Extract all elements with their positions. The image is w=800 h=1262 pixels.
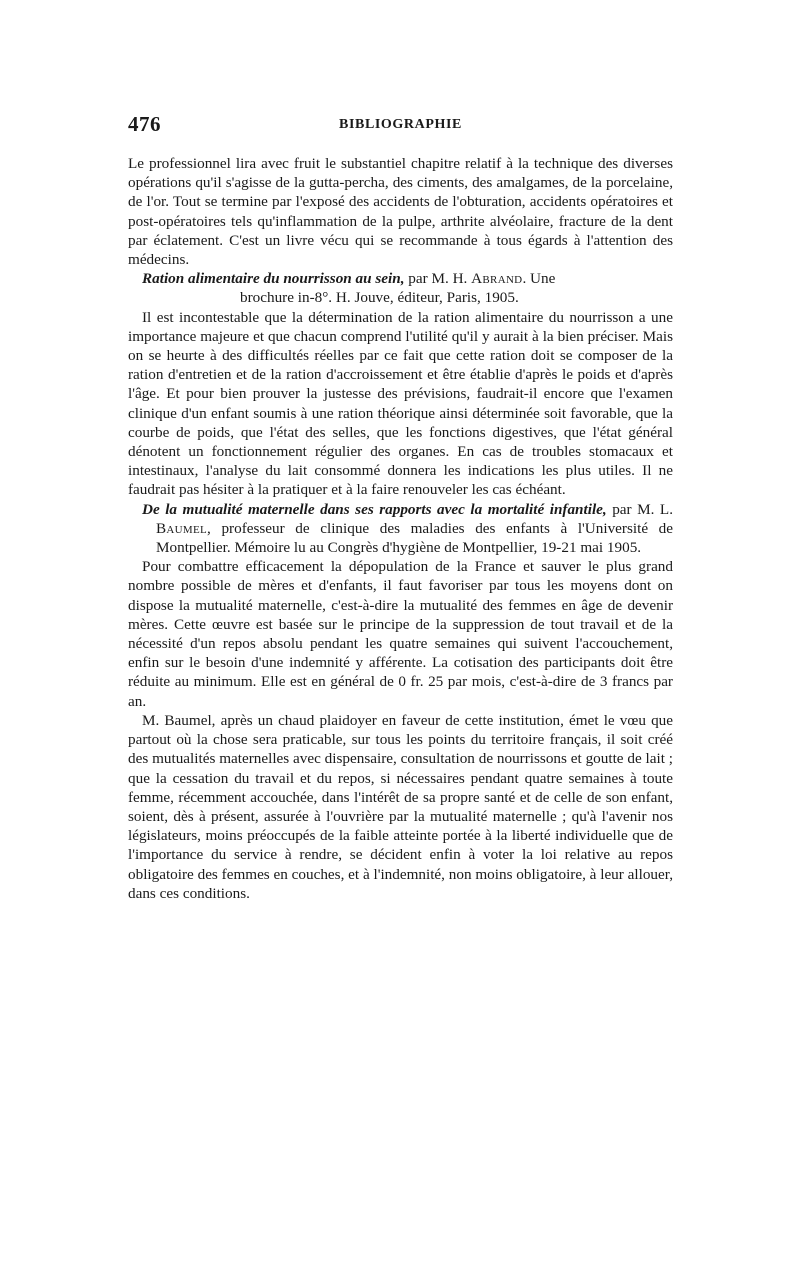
page-body — [128, 154, 673, 903]
paragraph-mutualite: Pour combattre efficacement la dépopulation de la France et sauver le plus grand nombre possible de mères et d'enfants, il faut favoriser par tous les moyens dont on dispose la mutualité maternelle, c'est-à-dire la mutualité des femmes en âge de devenir mères. Cette œuvre est basée sur le principe de la suppression de tout travail et de la nécessité d'un repos absolu pendant les quatre semaines qui suivent l'accouchement, enfin sur le besoin d'une indemnité y afférente. La cotisation des participants doit être réduite au minimum. Elle est en général de 0 fr. 25 par mois, c'est-à-dire de 3 francs par an. — [128, 558, 673, 710]
entry-by: par M. H. — [404, 270, 472, 288]
entry-by: par M. L. — [606, 500, 673, 518]
entry-author: Abrand — [471, 270, 523, 288]
page-number: 476 — [128, 112, 161, 136]
entry-description: , professeur de clinique des maladies des enfants à l'Université de Montpellier. Mémoire lu au Congrès d'hygiène de Montpellier, 19-21 mai 1905. — [156, 519, 673, 557]
paragraph-professionnel: Le professionnel lira avec fruit le substantiel chapitre relatif à la technique des diverses opérations qu'il s'agisse de la gutta-percha, des ciments, des amalgames, de la porcelaine, de l'or. Tout se termine par l'exposé des accidents de l'obturation, accidents opératoires et post-opératoires tels qu'inflammation de la pulpe, arthrite alvéolaire, fracture de la dent par éclatement. C'est un livre vécu qui se recommande à tous égards à l'attention des médecins. — [128, 155, 673, 269]
entry-title: De la mutualité maternelle dans ses rapports avec la mortalité infantile, — [142, 500, 607, 518]
bibliography-entry-ration — [128, 269, 673, 307]
page-header — [128, 112, 673, 142]
bibliography-entry-mutualite — [142, 500, 673, 558]
entry-title: Ration alimentaire du nourrisson au sein, — [142, 270, 405, 288]
paragraph-ration: Il est incontestable que la détermination de la ration alimentaire du nourrisson a une importance majeure et que chacun comprend l'utilité qu'il y aurait à la bien préciser. Mais on se heurte à des difficultés réelles par ce fait que cette ration doit se composer de la ration d'entretien et de la ration d'accroissement et être établie d'après le poids et d'après l'âge. Et pour bien prouver la justesse des prévisions, faudrait-il encore que l'examen clinique d'un enfant soumis à une ration théorique ainsi déterminée soit favorable, que la courbe de poids, que l'état des selles, que les fonctions digestives, que l'état général dénotent un fonctionnement régulier des organes. En cas de troubles stomacaux et intestinaux, l'analyse du lait consommé donnera les indications les plus utiles. Il ne faudrait pas hésiter à la pratiquer et à la faire renouveler les cas échéant. — [128, 308, 673, 499]
running-head: BIBLIOGRAPHIE — [339, 117, 462, 132]
entry-author: Baumel — [156, 519, 208, 537]
entry-publication: brochure in-8°. H. Jouve, éditeur, Paris, 1905. — [240, 289, 519, 307]
entry-line1-tail: . Une — [522, 270, 556, 288]
paragraph-baumel: M. Baumel, après un chaud plaidoyer en faveur de cette institution, émet le vœu que partout où la chose sera praticable, sur tous les points du territoire français, il soit créé des mutualités maternelles avec dispensaire, consultation de nourrissons et goutte de lait ; que la cessation du travail et du repos, si nécessaires pendant quatre semaines à toute femme, récemment accouchée, dans l'intérêt de sa propre santé et de celle de son enfant, soient, dès à présent, assurée à l'ouvrière par la mutualité maternelle ; qu'à l'avenir nos législateurs, moins préoccupés de la faible atteinte portée à la liberté individuelle que de l'importance du service à rendre, se décident enfin à voter la loi relative au repos obligatoire des femmes en couches, et à l'indemnité, non moins obligatoire, à leur allouer, dans ces conditions. — [128, 711, 673, 902]
